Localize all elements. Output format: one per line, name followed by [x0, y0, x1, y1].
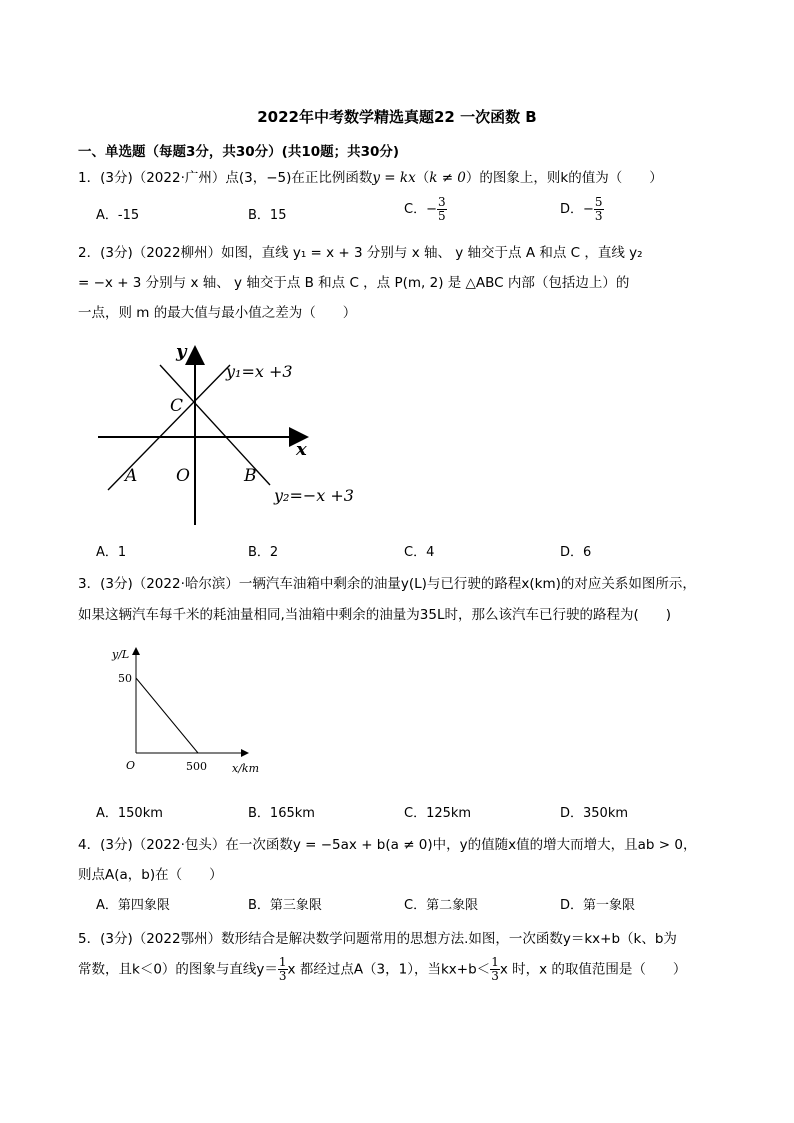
q1-option-d-label: D．− [560, 202, 594, 217]
q4-option-c[interactable]: C．第二象限 [404, 898, 479, 913]
q3-graph-line [136, 678, 198, 753]
q2-origin: O [176, 466, 190, 486]
q1-option-a[interactable]: A．-15 [96, 208, 140, 223]
q5-fraction-1 [278, 956, 288, 983]
fraction-numerator: 1 [491, 955, 499, 969]
q2-line2-label: y₂=−x +3 [274, 486, 354, 505]
q5-line-2-b: x 都经过点A（3，1），当kx+b＜ [287, 961, 491, 978]
q1-condition: k ≠ 0 [429, 170, 466, 186]
q4-line-1: 4．(3分)（2022·包头）在一次函数y = −5ax + b(a ≠ 0)中，y的值随x值的增大而增大，且ab > 0， [78, 837, 697, 853]
q2-line-1: 2．(3分)（2022柳州）如图，直线 y₁ = x + 3 分别与 x 轴、 y 轴交于点 A 和点 C ，直线 y₂ [78, 245, 643, 261]
question-1 [78, 166, 663, 186]
q3-option-d[interactable]: D．350km [560, 806, 629, 821]
q3-x-label: x/km [232, 762, 260, 775]
q2-x-label: x [296, 439, 307, 460]
q2-option-a[interactable]: A．1 [96, 545, 127, 560]
q2-point-c: C [170, 396, 184, 416]
q2-point-a: A [125, 466, 138, 486]
q4-option-b[interactable]: B．第三象限 [248, 898, 322, 913]
q2-y-label: y [176, 341, 187, 362]
fraction-denominator: 3 [278, 969, 287, 983]
q1-function: y = kx [372, 170, 416, 186]
q3-x-tick: 500 [186, 760, 207, 773]
q2-line-3: 一点，则 m 的最大值与最小值之差为（ ） [78, 305, 357, 321]
section-heading: 一、单选题（每题3分，共30分）(共10题；共30分) [78, 144, 400, 160]
fraction-numerator: 3 [437, 195, 446, 209]
q4-line-2: 则点A(a，b)在（ ） [78, 867, 223, 883]
q3-option-b[interactable]: B．165km [248, 806, 315, 821]
q2-line-2: = −x + 3 分别与 x 轴、 y 轴交于点 B 和点 C ，点 P(m, 2) 是 △ABC 内部（包括边上）的 [78, 275, 630, 291]
q2-figure [90, 335, 390, 530]
q3-y-tick: 50 [118, 672, 132, 685]
q3-line-2: 如果这辆汽车每千米的耗油量相同,当油箱中剩余的油量为35L时，那么该汽车已行驶的路程为( ) [78, 607, 672, 623]
q4-option-d[interactable]: D．第一象限 [560, 898, 636, 913]
q3-y-label: y/L [112, 648, 130, 661]
q1-text-a: 1．(3分)（2022·广州）点(3，−5)在正比例函数 [78, 170, 373, 186]
q1-text-c: ）的图象上，则k的值为（ ） [465, 170, 663, 186]
fraction-numerator: 1 [278, 955, 287, 969]
q3-option-a[interactable]: A．150km [96, 806, 163, 821]
q2-option-b[interactable]: B．2 [248, 545, 279, 560]
q5-fraction-2 [490, 956, 500, 983]
q1-option-c-label: C．− [404, 202, 437, 217]
fraction-denominator: 3 [491, 969, 499, 983]
q3-option-c[interactable]: C．125km [404, 806, 472, 821]
q1-option-c[interactable] [404, 196, 447, 223]
q2-point-b: B [244, 466, 257, 486]
q1-option-c-fraction [437, 196, 447, 223]
q1-option-d-fraction [594, 196, 604, 223]
q1-text-b: （ [415, 170, 430, 186]
q4-option-a[interactable]: A．第四象限 [96, 898, 170, 913]
fraction-denominator: 5 [437, 209, 446, 223]
q5-line-2-c: x 时，x 的取值范围是（ ） [499, 961, 687, 978]
q2-option-c[interactable]: C．4 [404, 545, 435, 560]
q5-line-2 [78, 956, 686, 983]
q3-origin: O [126, 759, 136, 772]
q5-line-2-a: 常数，且k＜0）的图象与直线y＝ [78, 961, 278, 978]
fraction-numerator: 5 [594, 195, 603, 209]
fraction-denominator: 3 [594, 209, 603, 223]
page-title: 2022年中考数学精选真题22 一次函数 B [257, 108, 537, 126]
q1-option-d[interactable] [560, 196, 604, 223]
q2-option-d[interactable]: D．6 [560, 545, 592, 560]
q3-figure [108, 640, 268, 780]
q1-option-b[interactable]: B．15 [248, 208, 287, 223]
q5-line-1: 5．(3分)（2022鄂州）数形结合是解决数学问题常用的思想方法.如图，一次函数y＝kx+b（k、b为 [78, 931, 677, 947]
q2-line1-label: y₁=x +3 [226, 362, 293, 381]
q3-line-1: 3．(3分)（2022·哈尔滨）一辆汽车油箱中剩余的油量y(L)与已行驶的路程x(km)的对应关系如图所示， [78, 576, 696, 592]
